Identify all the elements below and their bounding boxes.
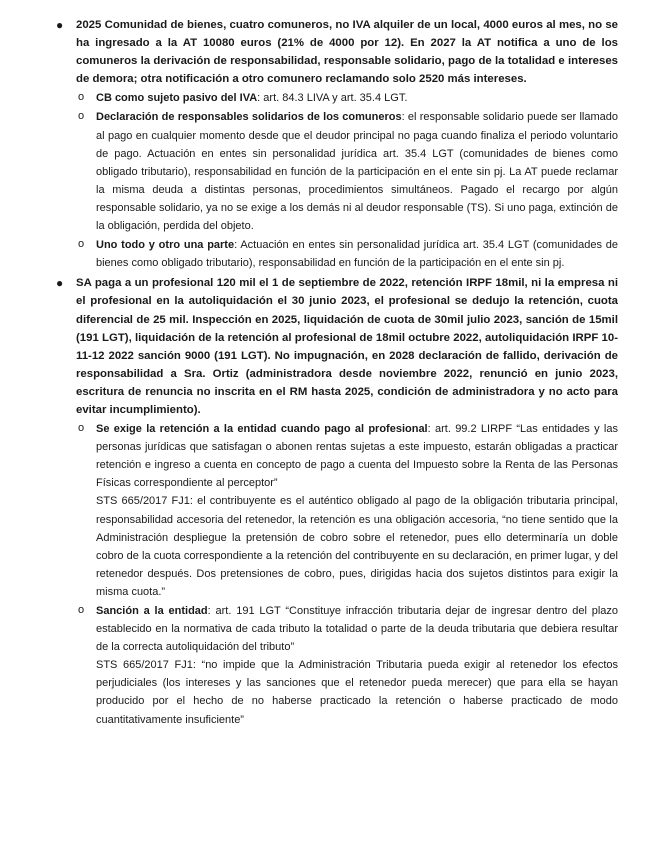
sub-item	[76, 420, 618, 601]
sub-list	[76, 89, 618, 272]
sub-item-text	[96, 420, 618, 492]
sub-item	[76, 602, 618, 729]
sub-item-body: : Actuación en entes sin personalidad jurídica art. 35.4 LGT (comunidades de bienes como obligado tributario), responsabilidad en función de la participación en el ente sin pj.	[96, 239, 618, 270]
sub-item-body: : art. 191 LGT “Constituye infracción tributaria dejar de ingresar dentro del plazo establecido en la normativa de cada tributo la totalidad o parte de la deuda tributaria que debiera resultar de la correcta autoliquidación del tributo”	[96, 605, 619, 654]
sub-item	[76, 89, 618, 107]
circle-bullet-icon: o	[78, 238, 85, 251]
case-heading: 2025 Comunidad de bienes, cuatro comuneros, no IVA alquiler de un local, 4000 euros al mes, no se ha ingresado a la AT 10080 euros (21% de 4000 por 12). En 2027 la AT notifica a uno de los comuneros la derivación de responsabilidad, responsable solidario, pago de la totalidad e intereses de demora; otra notificación a otro comunero reclamando solo 2520 más intereses.	[76, 19, 618, 86]
bullet-list	[56, 16, 618, 731]
circle-bullet-icon: o	[78, 91, 85, 104]
sub-item-text	[96, 236, 618, 272]
circle-bullet-icon: o	[78, 422, 85, 435]
sub-item-label: Se exige la retención a la entidad cuando pago al profesional	[96, 423, 428, 436]
sub-item-text	[96, 89, 618, 107]
sub-item	[76, 236, 618, 272]
sub-item-body: : art. 99.2 LIRPF “Las entidades y las personas jurídicas que satisfagan o abonen rentas sujetas a este impuesto, estarán obligadas a practicar retención e ingreso a cuenta en concepto de pago a cuenta del Impuesto sobre la Renta de las Personas Físicas correspondiente al perceptor”	[96, 423, 618, 490]
sub-item-body: : art. 84.3 LIVA y art. 35.4 LGT.	[257, 92, 408, 105]
sub-item-text	[96, 108, 618, 235]
bullet-icon: ●	[56, 276, 64, 291]
circle-bullet-icon: o	[78, 604, 85, 616]
list-item	[56, 16, 618, 272]
sub-item	[76, 108, 618, 235]
sub-item-body: : el responsable solidario puede ser llamado al pago en cualquier momento desde que el deudor principal no paga cuando finaliza el periodo voluntario de pago. Actuación en entes sin personalidad jurídica art. 35.4 LGT (comunidades de bienes como obligado tributario), responsabilidad en función de la participación en el ente sin pj. La AT puede reclamar la misma deuda a distintas personas, procedimientos simultáneos. Pagado el recargo por algún responsable solidario, ya no se exige a los demás ni al deudor responsable (TS). Si uno paga, extinción de la obligación, perdida del objeto.	[96, 111, 618, 233]
sub-item-citation: STS 665/2017 FJ1: “no impide que la Administración Tributaria pueda exigir al retenedor los efectos perjudiciales (los intereses y las sanciones que el retenedor pueda merecer) que para ella se hayan producido por el hecho de no haberse practicado la retención o haberse practicado de modo cuantitativamente insuficiente”	[96, 659, 618, 726]
sub-item-text	[96, 602, 618, 656]
list-item	[56, 274, 618, 728]
circle-bullet-icon: o	[78, 110, 85, 123]
sub-item-citation: STS 665/2017 FJ1: el contribuyente es el auténtico obligado al pago de la obligación tributaria principal, responsabilidad accesoria del retenedor, la retención es una obligación accesoria, “no tiene sentido que la Administración despliegue la pretensión de cobro sobre el retenedor, pues ello determinaría un doble cobro de la cuota correspondiente a la retención del contribuyente en su declaración, en primer lugar, y del retenedor después. Dos pretensiones de cobro, pues, dirigidas hacia dos sujetos distintos para exigir la misma cuota.”	[96, 495, 618, 598]
sub-list	[76, 420, 618, 729]
case-heading: SA paga a un profesional 120 mil el 1 de septiembre de 2022, retención IRPF 18mil, ni la empresa ni el profesional en la autoliquidación el 30 junio 2023, el profesional se dedujo la retención, cuota diferencial de 25 mil. Inspección en 2025, liquidación de cuota de 30mil julio 2023, sanción de 15mil (191 LGT), liquidación de la retención al profesional de 18mil octubre 2022, autoliquidación IRPF 10-11-12 2022 sanción 9000 (191 LGT). No impugnación, en 2028 declaración de fallido, derivación de responsabilidad a Sra. Ortiz (administradora desde noviembre 2022, renunció en junio 2023, escritura de renuncia no inscrita en el RM hasta 2025, condición de administradora y no acto para evitar incumplimiento).	[76, 277, 618, 416]
sub-item-label: Sanción a la entidad	[96, 605, 208, 617]
bullet-icon: ●	[56, 18, 64, 32]
sub-item-label: Declaración de responsables solidarios de los comuneros	[96, 111, 402, 124]
sub-item-label: CB como sujeto pasivo del IVA	[96, 92, 258, 105]
sub-item-label: Uno todo y otro una parte	[96, 239, 235, 252]
